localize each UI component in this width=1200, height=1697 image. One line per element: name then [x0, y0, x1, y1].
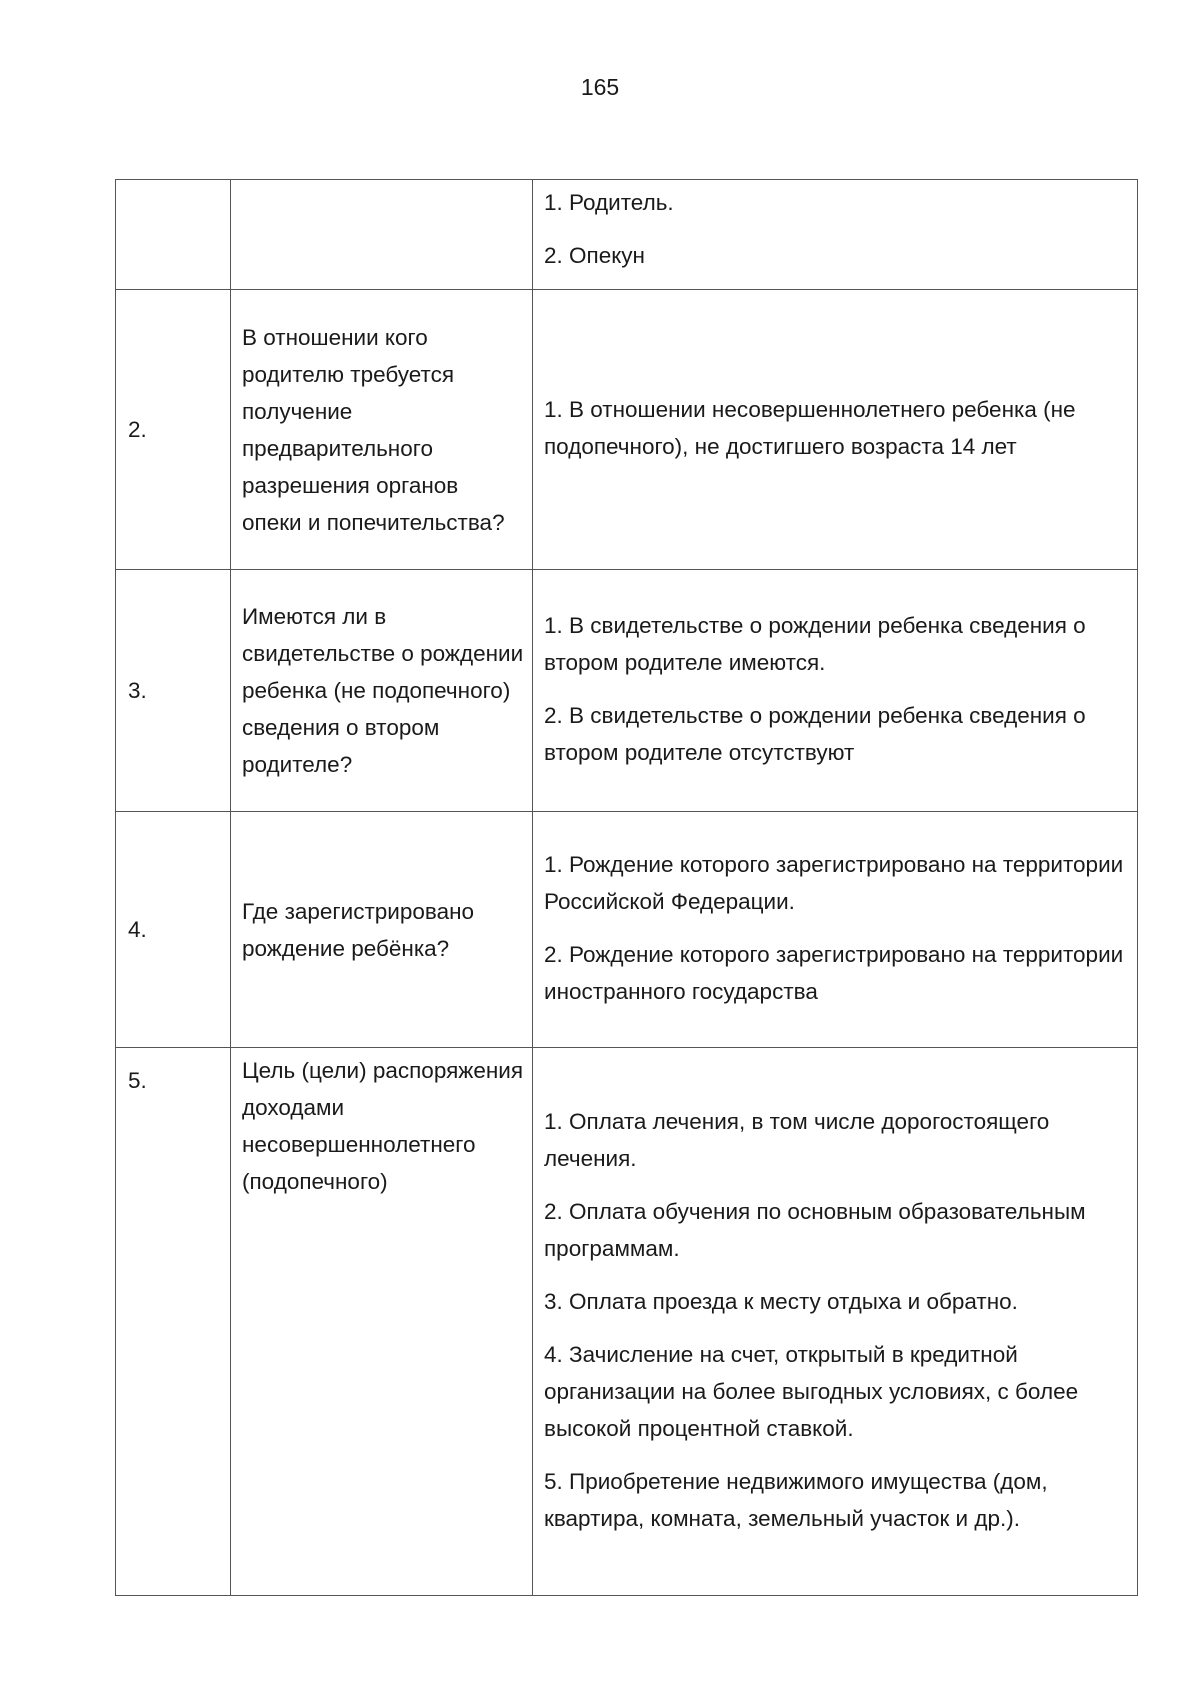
row-number-cell — [116, 180, 231, 290]
questionnaire-table — [115, 179, 1138, 1596]
answer-option: 1. Рождение которого зарегистрировано на территории Российской Федерации. — [544, 851, 1124, 914]
question-cell — [231, 180, 533, 290]
table-row — [116, 570, 1138, 812]
answer-option: 1. Оплата лечения, в том числе дорогостоящего лечения. — [544, 1108, 1050, 1171]
answer-option: 3. Оплата проезда к месту отдыха и обратно. — [544, 1288, 1018, 1314]
answers-cell — [533, 290, 1138, 570]
question-cell: Цель (цели) распоряжения доходами несовершеннолетнего (подопечного) — [231, 1048, 533, 1596]
question-cell: Где зарегистрировано рождение ребёнка? — [231, 812, 533, 1048]
answer-option: 2. Рождение которого зарегистрировано на территории иностранного государства — [544, 941, 1124, 1004]
answers-cell — [533, 1048, 1138, 1596]
row-number-cell: 5. — [116, 1048, 231, 1596]
answer-option: 1. В отношении несовершеннолетнего ребенка (не подопечного), не достигшего возраста 14 лет — [544, 396, 1076, 459]
answer-option: 1. В свидетельстве о рождении ребенка сведения о втором родителе имеются. — [544, 612, 1086, 675]
row-number-cell: 2. — [116, 290, 231, 570]
row-number-cell: 3. — [116, 570, 231, 812]
table-row — [116, 812, 1138, 1048]
row-number-cell: 4. — [116, 812, 231, 1048]
answers-cell — [533, 570, 1138, 812]
table-row — [116, 290, 1138, 570]
answers-cell — [533, 812, 1138, 1048]
question-cell: В отношении кого родителю требуется получение предварительного разрешения органов опеки и попечительства? — [231, 290, 533, 570]
question-cell: Имеются ли в свидетельстве о рождении ребенка (не подопечного) сведения о втором родителе? — [231, 570, 533, 812]
answer-option: 2. Опекун — [544, 243, 645, 268]
answer-option: 2. В свидетельстве о рождении ребенка сведения о втором родителе отсутствуют — [544, 702, 1086, 765]
answers-cell — [533, 180, 1138, 290]
table-row — [116, 180, 1138, 290]
answer-option: 2. Оплата обучения по основным образовательным программам. — [544, 1198, 1086, 1261]
answer-option: 4. Зачисление на счет, открытый в кредитной организации на более выгодных условиях, с более высокой процентной ставкой. — [544, 1341, 1079, 1441]
table-row — [116, 1048, 1138, 1596]
answer-option: 1. Родитель. — [544, 190, 674, 215]
answer-option: 5. Приобретение недвижимого имущества (дом, квартира, комната, земельный участок и др.). — [544, 1468, 1048, 1531]
page-number: 165 — [580, 74, 620, 100]
